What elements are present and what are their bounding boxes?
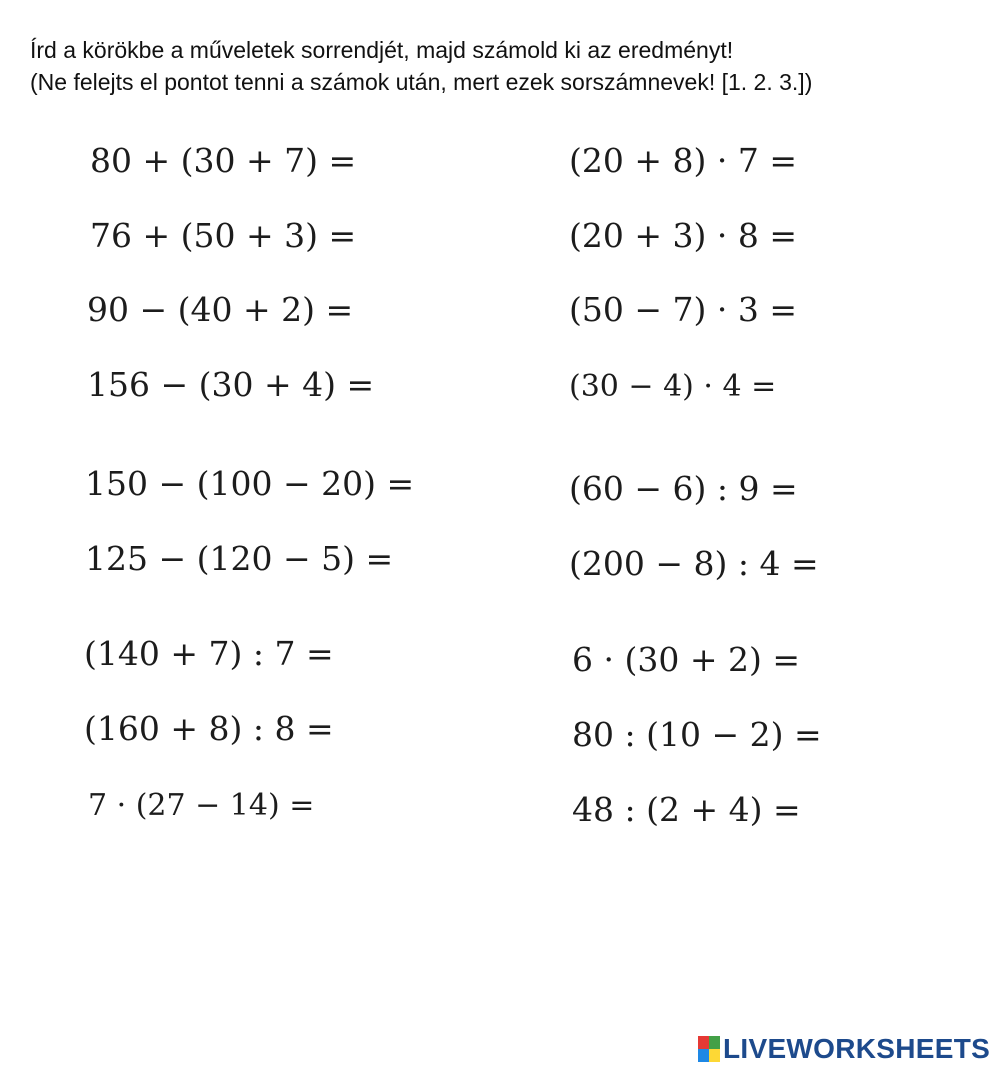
logo-square-green xyxy=(709,1036,720,1049)
left-expression-7: (140 + 7) : 7 = xyxy=(84,634,334,673)
left-expression-9: 7 · (27 − 14) = xyxy=(88,788,315,823)
instruction-line-1: Írd a körökbe a műveletek sorrendjét, majd számold ki az eredményt! xyxy=(30,37,734,63)
left-expression-3: 90 − (40 + 2) = xyxy=(87,290,354,329)
left-expression-2: 76 + (50 + 3) = xyxy=(90,216,357,255)
left-expression-1: 80 + (30 + 7) = xyxy=(90,141,357,180)
logo-square-yellow xyxy=(709,1049,720,1062)
right-expression-7: 6 · (30 + 2) = xyxy=(572,640,800,679)
instruction-line-2: (Ne felejts el pontot tenni a számok után, mert ezek sorszámnevek! [1. 2. 3.]) xyxy=(30,69,813,95)
left-expression-5: 150 − (100 − 20) = xyxy=(85,464,415,503)
right-expression-3: (50 − 7) · 3 = xyxy=(569,290,797,329)
right-expression-8: 80 : (10 − 2) = xyxy=(572,715,822,754)
right-expression-5: (60 − 6) : 9 = xyxy=(569,469,798,508)
right-expression-2: (20 + 3) · 8 = xyxy=(569,216,797,255)
logo-square-red xyxy=(698,1036,709,1049)
logo-square-blue xyxy=(698,1049,709,1062)
right-expression-9: 48 : (2 + 4) = xyxy=(572,790,801,829)
instructions xyxy=(30,34,990,98)
liveworksheets-logo-text: LIVEWORKSHEETS xyxy=(723,1033,991,1064)
left-expression-4: 156 − (30 + 4) = xyxy=(87,365,375,404)
left-expression-6: 125 − (120 − 5) = xyxy=(85,539,394,578)
liveworksheets-logo[interactable] xyxy=(698,1032,990,1066)
liveworksheets-logo-icon xyxy=(698,1036,720,1062)
left-expression-8: (160 + 8) : 8 = xyxy=(84,709,334,748)
right-expression-4: (30 − 4) · 4 = xyxy=(569,369,777,404)
right-expression-6: (200 − 8) : 4 = xyxy=(569,544,819,583)
right-expression-1: (20 + 8) · 7 = xyxy=(569,141,797,180)
